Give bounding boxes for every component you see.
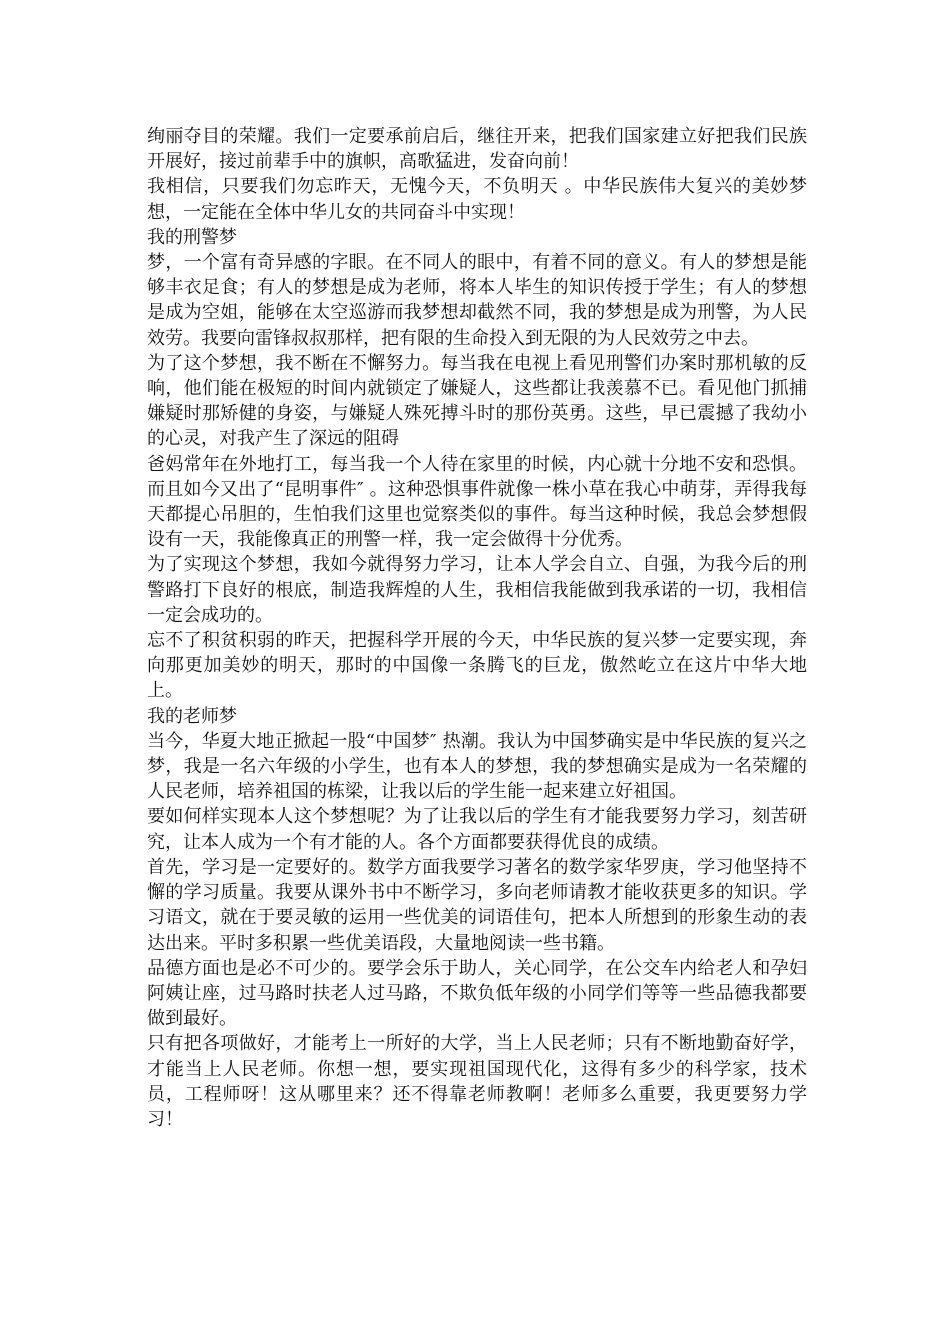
paragraph: 要如何样实现本人这个梦想呢？为了让我以后的学生有才能我要努力学习，刻苦研究，让本人成为一个有才能的人。各个方面都要获得优良的成绩。 xyxy=(147,806,807,853)
paragraph: 绚丽夺目的荣耀。我们一定要承前启后，继往开来，把我们国家建立好把我们民族开展好，接过前辈手中的旗帜，高歌猛进，发奋向前！ xyxy=(147,126,807,173)
paragraph: 品德方面也是必不可少的。要学会乐于助人，关心同学，在公交车内给老人和孕妇阿姨让座，过马路时扶老人过马路，不欺负低年级的小同学们等等一些品德我都要做到最好。 xyxy=(147,957,807,1030)
document-body xyxy=(147,124,807,1132)
paragraph: 梦，一个富有奇异感的字眼。在不同人的眼中，有着不同的意义。有人的梦想是能够丰衣足食；有人的梦想是成为老师，将本人毕生的知识传授于学生；有人的梦想是成为空姐，能够在太空巡游而我梦想却截然不同，我的梦想是成为刑警，为人民效劳。我要向雷锋叔叔那样，把有限的生命投入到无限的为人民效劳之中去。 xyxy=(147,252,807,349)
paragraph: 当今，华夏大地正掀起一股“中国梦″ 热潮。我认为中国梦确实是中华民族的复兴之梦，我是一名六年级的小学生，也有本人的梦想，我的梦想确实是成为一名荣耀的人民老师，培养祖国的栋梁，让我以后的学生能一起来建立好祖国。 xyxy=(147,730,807,803)
paragraph: 为了这个梦想，我不断在不懈努力。每当我在电视上看见刑警们办案时那机敏的反响，他们能在极短的时间内就锁定了嫌疑人，这些都让我羡慕不已。看见他门抓捕嫌疑时那矫健的身姿，与嫌疑人殊死搏斗时的那份英勇。这些，早已震撼了我幼小的心灵，对我产生了深远的阻碍 xyxy=(147,352,807,450)
section-title: 我的老师梦 xyxy=(147,705,237,727)
paragraph: 首先，学习是一定要好的。数学方面我要学习著名的数学家华罗庚，学习他坚持不懈的学习质量。我要从课外书中不断学习，多向老师请教才能收获更多的知识。学习语文，就在于要灵敏的运用一些优美的词语佳句，把本人所想到的形象生动的表达出来。平时多积累一些优美语段，大量地阅读一些书籍。 xyxy=(147,856,807,954)
paragraph: 为了实现这个梦想，我如今就得努力学习，让本人学会自立、自强，为我今后的刑警路打下良好的根底，制造我辉煌的人生，我相信我能做到我承诺的一切，我相信一定会成功的。 xyxy=(147,554,807,626)
paragraph: 只有把各项做好，才能考上一所好的大学，当上人民老师；只有不断地勤奋好学，才能当上人民老师。你想一想，要实现祖国现代化，这得有多少的科学家，技术员，工程师呀！这从哪里来？还不得靠老师教啊！老师多么重要，我更要努力学习！ xyxy=(147,1033,807,1130)
paragraph: 忘不了积贫积弱的昨天，把握科学开展的今天，中华民族的复兴梦一定要实现，奔向那更加美妙的明天，那时的中国像一条腾飞的巨龙，傲然屹立在这片中华大地上。 xyxy=(147,630,807,702)
section-title: 我的刑警梦 xyxy=(147,226,237,248)
paragraph: 我相信，只要我们勿忘昨天，无愧今天，不负明天 。中华民族伟大复兴的美妙梦想，一定能在全体中华儿女的共同奋斗中实现！ xyxy=(147,176,807,223)
paragraph: 爸妈常年在外地打工，每当我一个人待在家里的时候，内心就十分地不安和恐惧。而且如今又出了“昆明事件″ 。这种恐惧事件就像一株小草在我心中萌芽，弄得我每天都提心吊胆的，生怕我们这里也觉察类似的事件。每当这种时候，我总会梦想假设有一天，我能像真正的刑警一样，我一定会做得十分优秀。 xyxy=(147,453,807,551)
